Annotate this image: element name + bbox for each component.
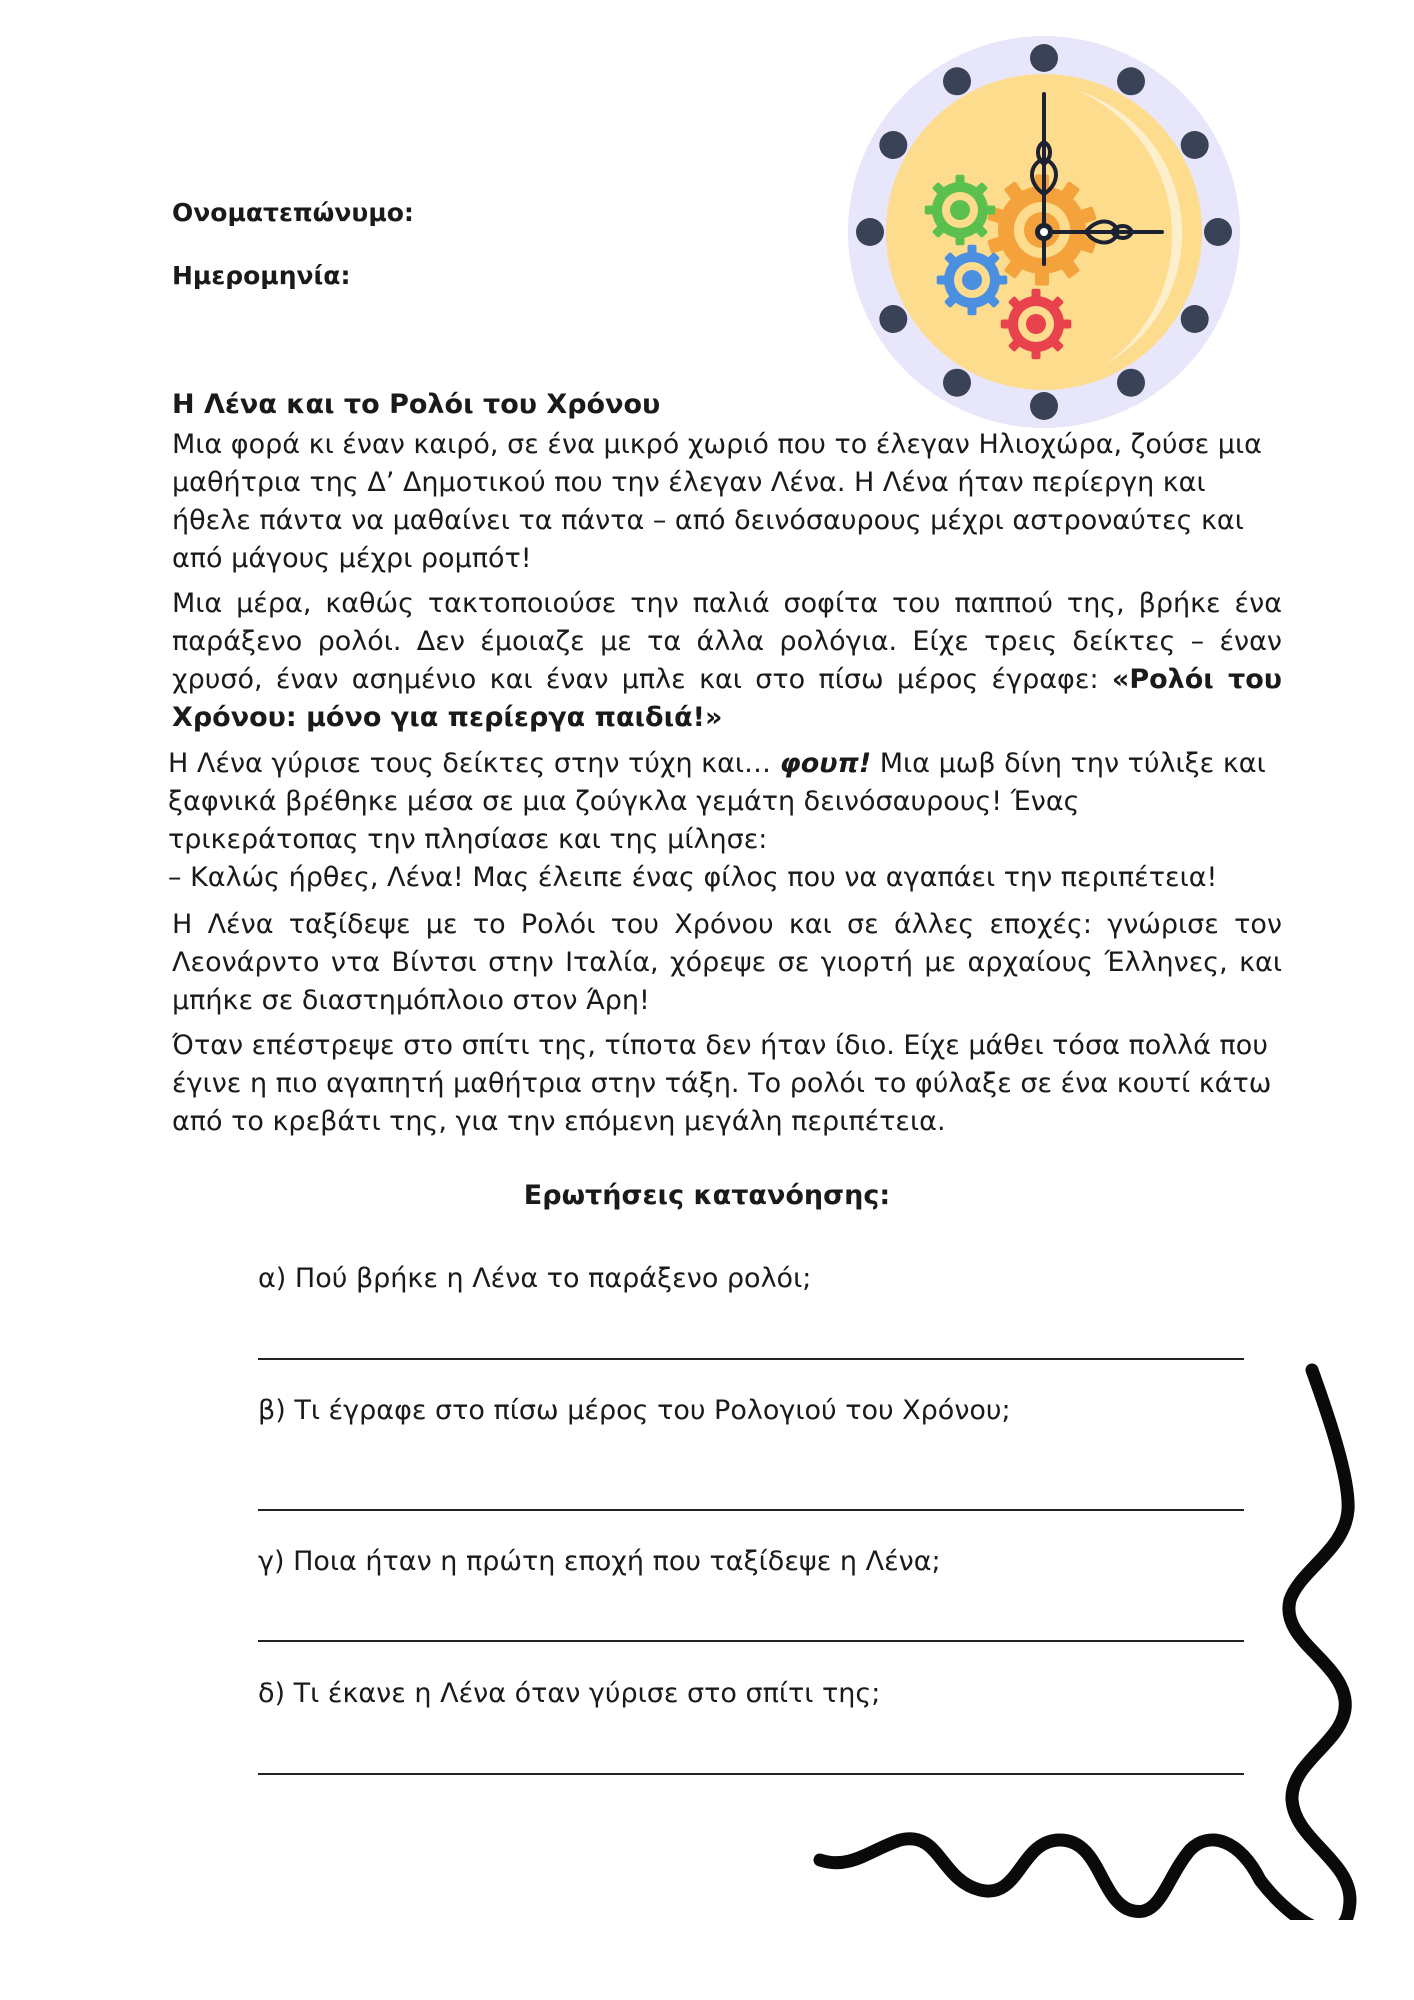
clock-dot — [1117, 67, 1145, 95]
sound-word: φουπ! — [779, 748, 872, 779]
clock-dot — [1030, 392, 1058, 420]
clock-dot — [879, 131, 907, 159]
clock-icon — [846, 34, 1242, 430]
clock-dot — [1117, 369, 1145, 397]
clock-dot — [856, 218, 884, 246]
question-a: α) Πού βρήκε η Λένα το παράξενο ρολόι; — [258, 1263, 812, 1294]
story-paragraph-4 — [172, 906, 1282, 1020]
clock-dot — [1181, 131, 1209, 159]
clock-dot — [879, 305, 907, 333]
story-paragraph-1 — [172, 426, 1282, 578]
date-label: Ημερομηνία: — [172, 261, 351, 290]
story-paragraph-2 — [172, 585, 1282, 737]
paragraph-4-text: Η Λένα ταξίδεψε με το Ρολόι του Χρόνου και σε άλλες εποχές: γνώρισε τον Λεονάρντο ντα Βίντσι στην Ιταλία, χόρεψε σε γιορτή με αρχαίους Έλληνες, και μπήκε σε διαστημόπλοιο στον Άρη! — [172, 909, 1282, 1016]
name-label: Ονοματεπώνυμο: — [172, 198, 414, 227]
clock-inscription: «Ρολόι του Χρόνου: μόνο για περίεργα παιδιά!» — [172, 664, 1282, 733]
clock-dot — [1181, 305, 1209, 333]
clock-dot — [1030, 44, 1058, 72]
story-paragraph-5 — [172, 1027, 1282, 1141]
questions-title: Ερωτήσεις κατανόησης: — [523, 1180, 891, 1211]
question-d: δ) Τι έκανε η Λένα όταν γύρισε στο σπίτι της; — [258, 1678, 881, 1709]
paragraph-3-start: Η Λένα γύρισε τους δείκτες στην τύχη και… — [168, 748, 780, 779]
story-paragraph-3 — [168, 745, 1278, 897]
clock-dot — [943, 369, 971, 397]
paragraph-5-text: Όταν επέστρεψε στο σπίτι της, τίποτα δεν ήταν ίδιο. Είχε μάθει τόσα πολλά που έγινε η πιο αγαπητή μαθήτρια στην τάξη. Το ρολόι το φύλαξε σε ένα κουτί κάτω από το κρεβάτι της, για την επόμενη μεγάλη περιπέτεια. — [172, 1030, 1272, 1137]
paragraph-2-text: Μια μέρα, καθώς τακτοποιούσε την παλιά σοφίτα του παππού της, βρήκε ένα παράξενο ρολόι. Δεν έμοιαζε με τα άλλα ρολόγια. Είχε τρεις δείκτες – έναν χρυσό, έναν ασημένιο και έναν μπλε και στο πίσω μέρος έγραφε: — [172, 588, 1282, 695]
squiggle-decoration — [810, 1360, 1390, 1920]
paragraph-1-text: Μια φορά κι έναν καιρό, σε ένα μικρό χωριό που το έλεγαν Ηλιοχώρα, ζούσε μια μαθήτρια της Δ’ Δημοτικού που την έλεγαν Λένα. Η Λένα ήταν περίεργη και ήθελε πάντα να μαθαίνει τα πάντα – από δεινόσαυρους μέχρι αστροναύτες και από μάγους μέχρι ρομπότ! — [172, 429, 1262, 574]
clock-dot — [1204, 218, 1232, 246]
dialogue-line: – Καλώς ήρθες, Λένα! Μας έλειπε ένας φίλος που να αγαπάει την περιπέτεια! — [168, 862, 1218, 893]
question-b: β) Τι έγραφε στο πίσω μέρος του Ρολογιού του Χρόνου; — [258, 1395, 1011, 1426]
question-c: γ) Ποια ήταν η πρώτη εποχή που ταξίδεψε η Λένα; — [258, 1546, 941, 1577]
clock-dot — [943, 67, 971, 95]
story-title: Η Λένα και το Ρολόι του Χρόνου — [172, 389, 661, 420]
paragraph-3-end: Μια μωβ δίνη την τύλιξε και ξαφνικά βρέθηκε μέσα σε μια ζούγκλα γεμάτη δεινόσαυρους! Ένας τρικεράτοπας την πλησίασε και της μίλησε: — [168, 748, 1266, 855]
